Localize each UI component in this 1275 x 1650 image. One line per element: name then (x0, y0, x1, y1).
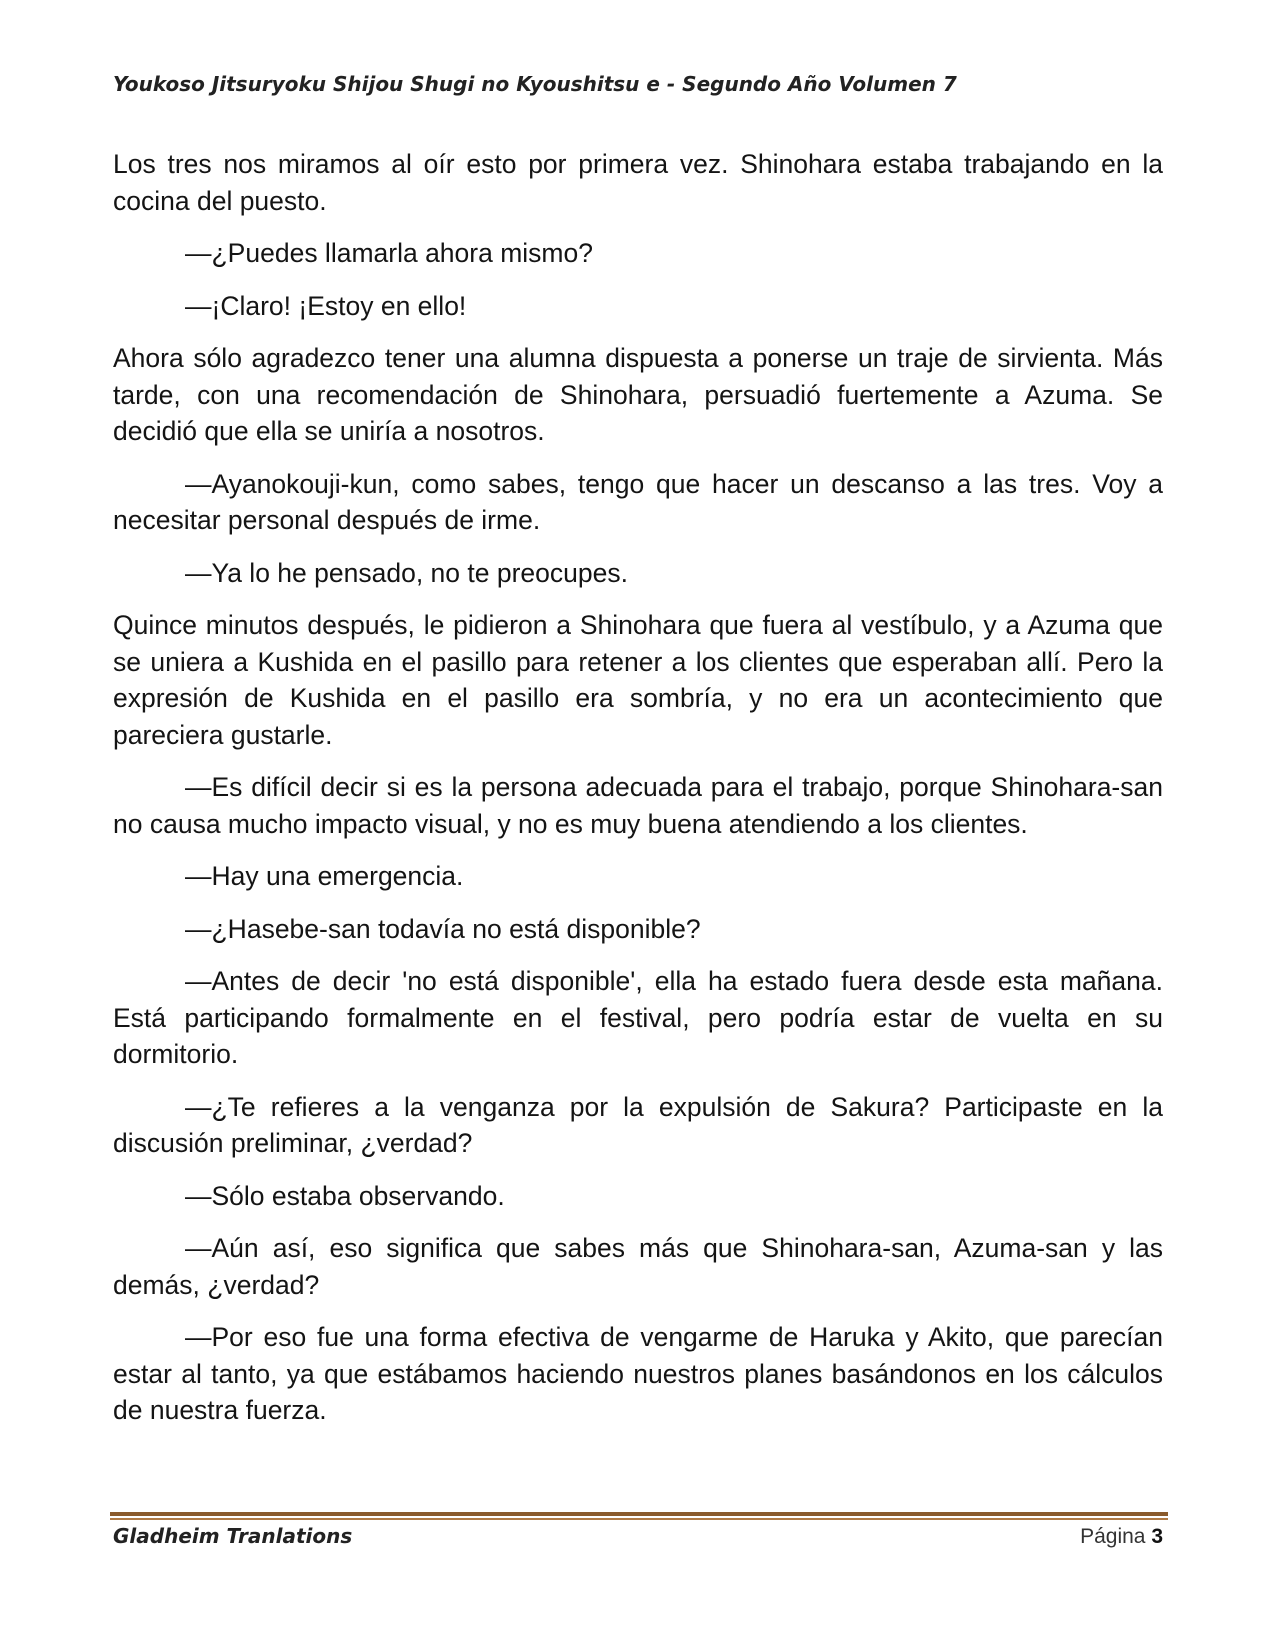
dialogue-line: —¡Claro! ¡Estoy en ello! (185, 290, 467, 321)
footer-divider-thin (110, 1518, 1168, 1520)
dialogue-line: —Hay una emergencia. (185, 861, 464, 891)
dialogue-line: —Antes de decir 'no está disponible', ella ha estado fuera desde esta mañana. Está participando formalmente en el festival, pero podría estar de vuelta en su dormitorio. (113, 966, 1163, 1069)
dialogue-line: —Aún así, eso significa que sabes más que Shinohara-san, Azuma-san y las demás, ¿verdad? (113, 1233, 1163, 1300)
paragraph: Los tres nos miramos al oír esto por primera vez. Shinohara estaba trabajando en la cocina del puesto. (113, 149, 1163, 216)
page-number: 3 (1151, 1525, 1163, 1548)
dialogue-line: —Ya lo he pensado, no te preocupes. (185, 557, 628, 588)
dialogue-line: —¿Puedes llamarla ahora mismo? (185, 238, 593, 268)
page-number-block (1080, 1525, 1163, 1549)
page-label: Página (1080, 1525, 1146, 1548)
paragraph: Quince minutos después, le pidieron a Shinohara que fuera al vestíbulo, y a Azuma que se uniera a Kushida en el pasillo para retener a los clientes que esperaban allí. Pero la expresión de Kushida en el pasillo era sombría, y no era un acontecimiento que pareciera gustarle. (113, 610, 1163, 750)
page-header-title: Youkoso Jitsuryoku Shijou Shugi no Kyoushitsu e - Segundo Año Volumen 7 (113, 72, 957, 96)
footer-divider (110, 1512, 1168, 1516)
dialogue-line: —Sólo estaba observando. (185, 1180, 505, 1211)
dialogue-line: —¿Hasebe-san todavía no está disponible? (185, 913, 701, 944)
dialogue-line: —Ayanokouji-kun, como sabes, tengo que hacer un descanso a las tres. Voy a necesitar personal después de irme. (113, 468, 1163, 535)
paragraph: Ahora sólo agradezco tener una alumna dispuesta a ponerse un traje de sirvienta. Más tarde, con una recomendación de Shinohara, persuadió fuertemente a Azuma. Se decidió que ella se uniría a nosotros. (113, 343, 1163, 446)
dialogue-line: —¿Te refieres a la venganza por la expulsión de Sakura? Participaste en la discusión preliminar, ¿verdad? (113, 1091, 1163, 1158)
footer-publisher: Gladheim Tranlations (113, 1524, 353, 1548)
dialogue-line: —Es difícil decir si es la persona adecuada para el trabajo, porque Shinohara-san no causa mucho impacto visual, y no es muy buena atendiendo a los clientes. (113, 772, 1163, 839)
document-body (113, 146, 1163, 1445)
dialogue-line: —Por eso fue una forma efectiva de vengarme de Haruka y Akito, que parecían estar al tanto, ya que estábamos haciendo nuestros planes basándonos en los cálculos de nuestra fuerza. (113, 1322, 1163, 1425)
